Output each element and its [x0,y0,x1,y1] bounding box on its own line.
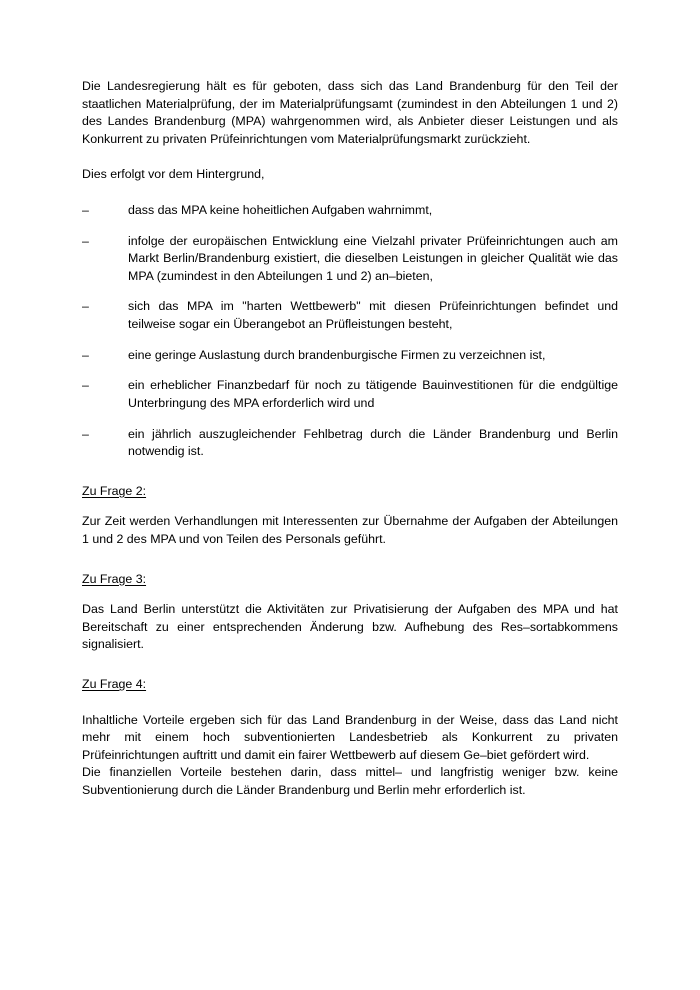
section-paragraph-frage-3: Das Land Berlin unterstützt die Aktivitäten zur Privatisierung der Aufgaben des MPA und hat Bereitschaft zu einer entsprechenden Änderung bzw. Aufhebung des Res–sortabkommens signalisiert. [82,602,618,652]
document-body [82,78,618,800]
list-item-text: sich das MPA im "harten Wettbewerb" mit diesen Prüfeinrichtungen befindet und teilweise sogar ein Überangebot an Prüfleistungen besteht, [128,299,618,332]
intro-paragraph: Die Landesregierung hält es für geboten, dass sich das Land Brandenburg für den Teil der staatlichen Materialprüfung, der im Materialprüfungsamt (zumindest in den Abteilungen 1 und 2) des Landes Brandenburg (MPA) wahrgenommen wird, als Anbieter dieser Leistungen und als Konkurrent zu privaten Prüfeinrichtungen vom Materialprüfungsmarkt zurückzieht. [82,79,618,146]
list-item [82,202,618,220]
spacer [82,667,618,676]
section-heading-frage-3: Zu Frage 3: [82,571,147,586]
spacer [82,562,618,571]
list-item-text: eine geringe Auslastung durch brandenburgische Firmen zu verzeichnen ist, [128,347,546,362]
list-item [82,233,618,286]
bullet-dash: – [82,233,89,248]
section-paragraph-frage-2: Zur Zeit werden Verhandlungen mit Interessenten zur Übernahme der Aufgaben der Abteilungen 1 und 2 des MPA und von Teilen des Personals geführt. [82,514,618,546]
list-item-text: infolge der europäischen Entwicklung eine Vielzahl privater Prüfeinrichtungen auch am Markt Berlin/Brandenburg existiert, die dieselben Leistungen in gleicher Qualität wie das MPA (zumindest in den Abteilungen 1 und 2) an–bieten, [128,233,618,283]
bullet-dash: – [82,378,89,393]
section-heading-frage-4: Zu Frage 4: [82,677,147,692]
bullet-dash: – [82,426,89,441]
list-item [82,377,618,412]
final-section-block [82,712,618,800]
background-intro-paragraph: Dies erfolgt vor dem Hintergrund, [82,167,265,182]
list-item-text: dass das MPA keine hoheitlichen Aufgaben wahrnimmt, [128,203,433,218]
list-item-text: ein erheblicher Finanzbedarf für noch zu tätigende Bauinvestitionen für die endgültige Unterbringung des MPA erforderlich wird und [128,378,618,410]
bullet-dash: – [82,347,89,362]
list-item-text: ein jährlich auszugleichender Fehlbetrag durch die Länder Brandenburg und Berlin notwendig ist. [128,426,618,459]
list-item [82,298,618,333]
bullet-dash: – [82,203,89,218]
section-heading-frage-2: Zu Frage 2: [82,483,147,498]
reasons-list [82,202,618,461]
final-paragraph-2: Die finanziellen Vorteile bestehen darin, dass mittel– und langfristig weniger bzw. keine Subventionierung durch die Länder Brandenburg und Berlin mehr erforderlich ist. [82,765,618,798]
list-item [82,426,618,461]
bullet-dash: – [82,299,89,314]
list-item [82,347,618,365]
spacer [82,474,618,483]
final-paragraph-1: Inhaltliche Vorteile ergeben sich für das Land Brandenburg in der Weise, dass das Land nicht mehr mit einem hoch subventionierten Landesbetrieb als Konkurrent zu privaten Prüfeinrichtungen auftritt und damit ein fairer Wettbewerb auf diesem Ge–biet gefördert wird. [82,712,618,762]
